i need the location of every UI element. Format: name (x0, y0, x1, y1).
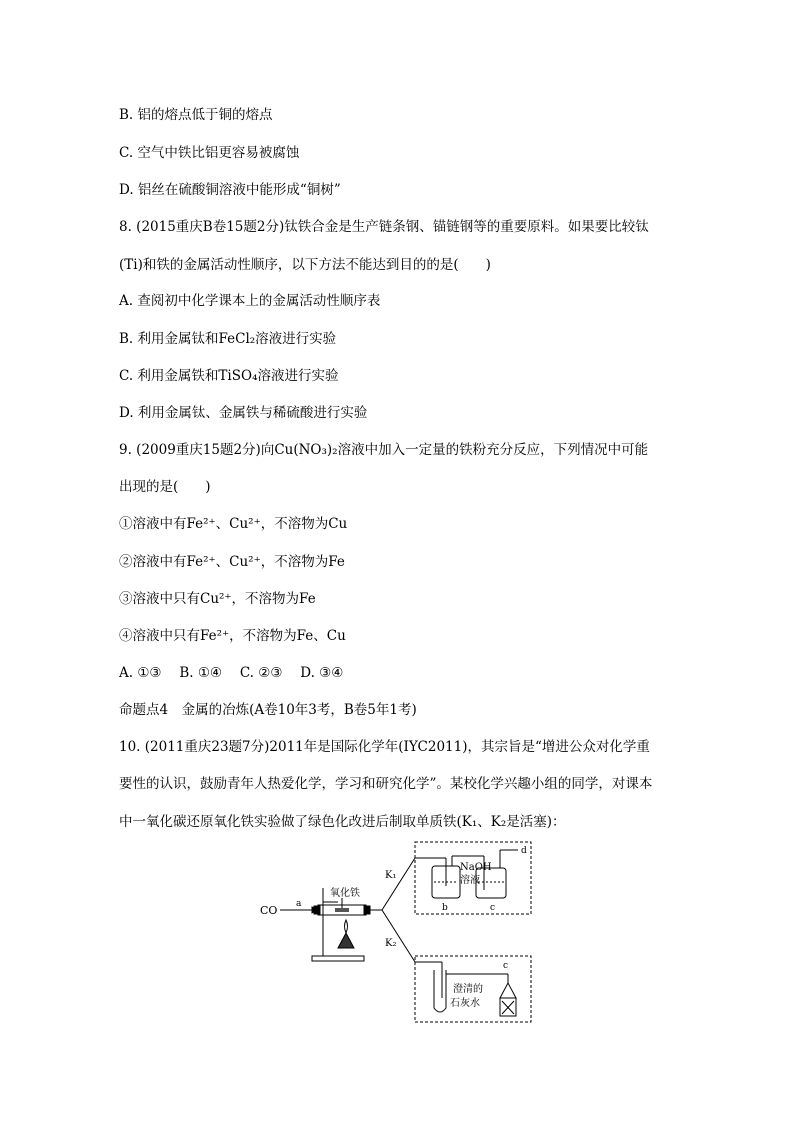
limewater-label-1: 澄清的 (453, 984, 483, 995)
statement-9-4: ④溶液中只有Fe²⁺，不溶物为Fe、Cu (119, 628, 346, 644)
stand-base (312, 956, 364, 961)
naoh-label: NaOH (460, 862, 492, 873)
b-label: b (442, 903, 448, 913)
k2-label: K₂ (385, 938, 397, 949)
question-9-line-1: 9. (2009重庆15题2分)向Cu(NO₃)₂溶液中加入一定量的铁粉充分反应，下列情况中可能 (119, 442, 649, 458)
k1-label: K₁ (385, 870, 397, 881)
burner-lamp-top (500, 983, 516, 998)
stopper-right (364, 906, 370, 914)
statement-9-3: ③溶液中只有Cu²⁺，不溶物为Fe (119, 591, 316, 607)
alcohol-lamp (338, 933, 354, 948)
branch-lower-tube (382, 910, 415, 962)
question-10-line-3: 中一氧化碳还原氧化铁实验做了绿色化改进后制取单质铁(K₁、K₂是活塞)： (119, 814, 566, 830)
limewater-label-2: 石灰水 (450, 998, 480, 1009)
apparatus-diagram (250, 838, 540, 1028)
option-8b: B. 利用金属钛和FeCl₂溶液进行实验 (119, 331, 337, 347)
option-8d: D. 利用金属钛、金属铁与稀硫酸进行实验 (119, 405, 368, 421)
question-10-line-2: 要性的认识，鼓励青年人热爱化学，学习和研究化学”。某校化学兴趣小组的同学，对课本 (119, 776, 653, 792)
option-8c: C. 利用金属铁和TiSO₄溶液进行实验 (119, 368, 339, 384)
iron-oxide-label: 氧化铁 (330, 888, 360, 899)
question-8-line-1: 8. (2015重庆B卷15题2分)钛铁合金是生产链条钢、锚链钢等的重要原料。如果要比较钛 (119, 219, 649, 235)
c-label-lower: c (503, 961, 509, 971)
d-label: d (521, 846, 527, 856)
stopper-left (314, 906, 320, 914)
solution-label: 溶液 (460, 875, 480, 886)
statement-9-1: ①溶液中有Fe²⁺、Cu²⁺，不溶物为Cu (119, 516, 348, 532)
question-8-line-2: (Ti)和铁的金属活动性顺序，以下方法不能达到目的的是( ) (119, 257, 491, 273)
option-7c: C. 空气中铁比铝更容易被腐蚀 (119, 145, 300, 161)
branch-upper-tube (382, 858, 415, 910)
lamp-flame (345, 920, 348, 933)
a-label: a (296, 899, 302, 909)
question-10-line-1: 10. (2011重庆23题7分)2011年是国际化学年(IYC2011)，其宗旨是“增进公众对化学重 (119, 739, 650, 755)
iron-oxide-sample (335, 908, 349, 912)
topic-heading: 命题点4 金属的冶炼(A卷10年3考，B卷5年1考) (119, 702, 417, 718)
co-label: CO (260, 904, 278, 917)
question-9-line-2: 出现的是( ) (119, 479, 211, 495)
c-label-upper: c (490, 903, 496, 913)
option-8a: A. 查阅初中化学课本上的金属活动性顺序表 (119, 293, 381, 309)
limewater-test-tube (434, 970, 446, 1012)
options-9: A. ①③ B. ①④ C. ②③ D. ③④ (119, 665, 344, 681)
option-7d: D. 铝丝在硫酸铜溶液中能形成“铜树” (119, 182, 341, 198)
statement-9-2: ②溶液中有Fe²⁺、Cu²⁺，不溶物为Fe (119, 554, 345, 570)
option-7b: B. 铝的熔点低于铜的熔点 (119, 107, 273, 123)
